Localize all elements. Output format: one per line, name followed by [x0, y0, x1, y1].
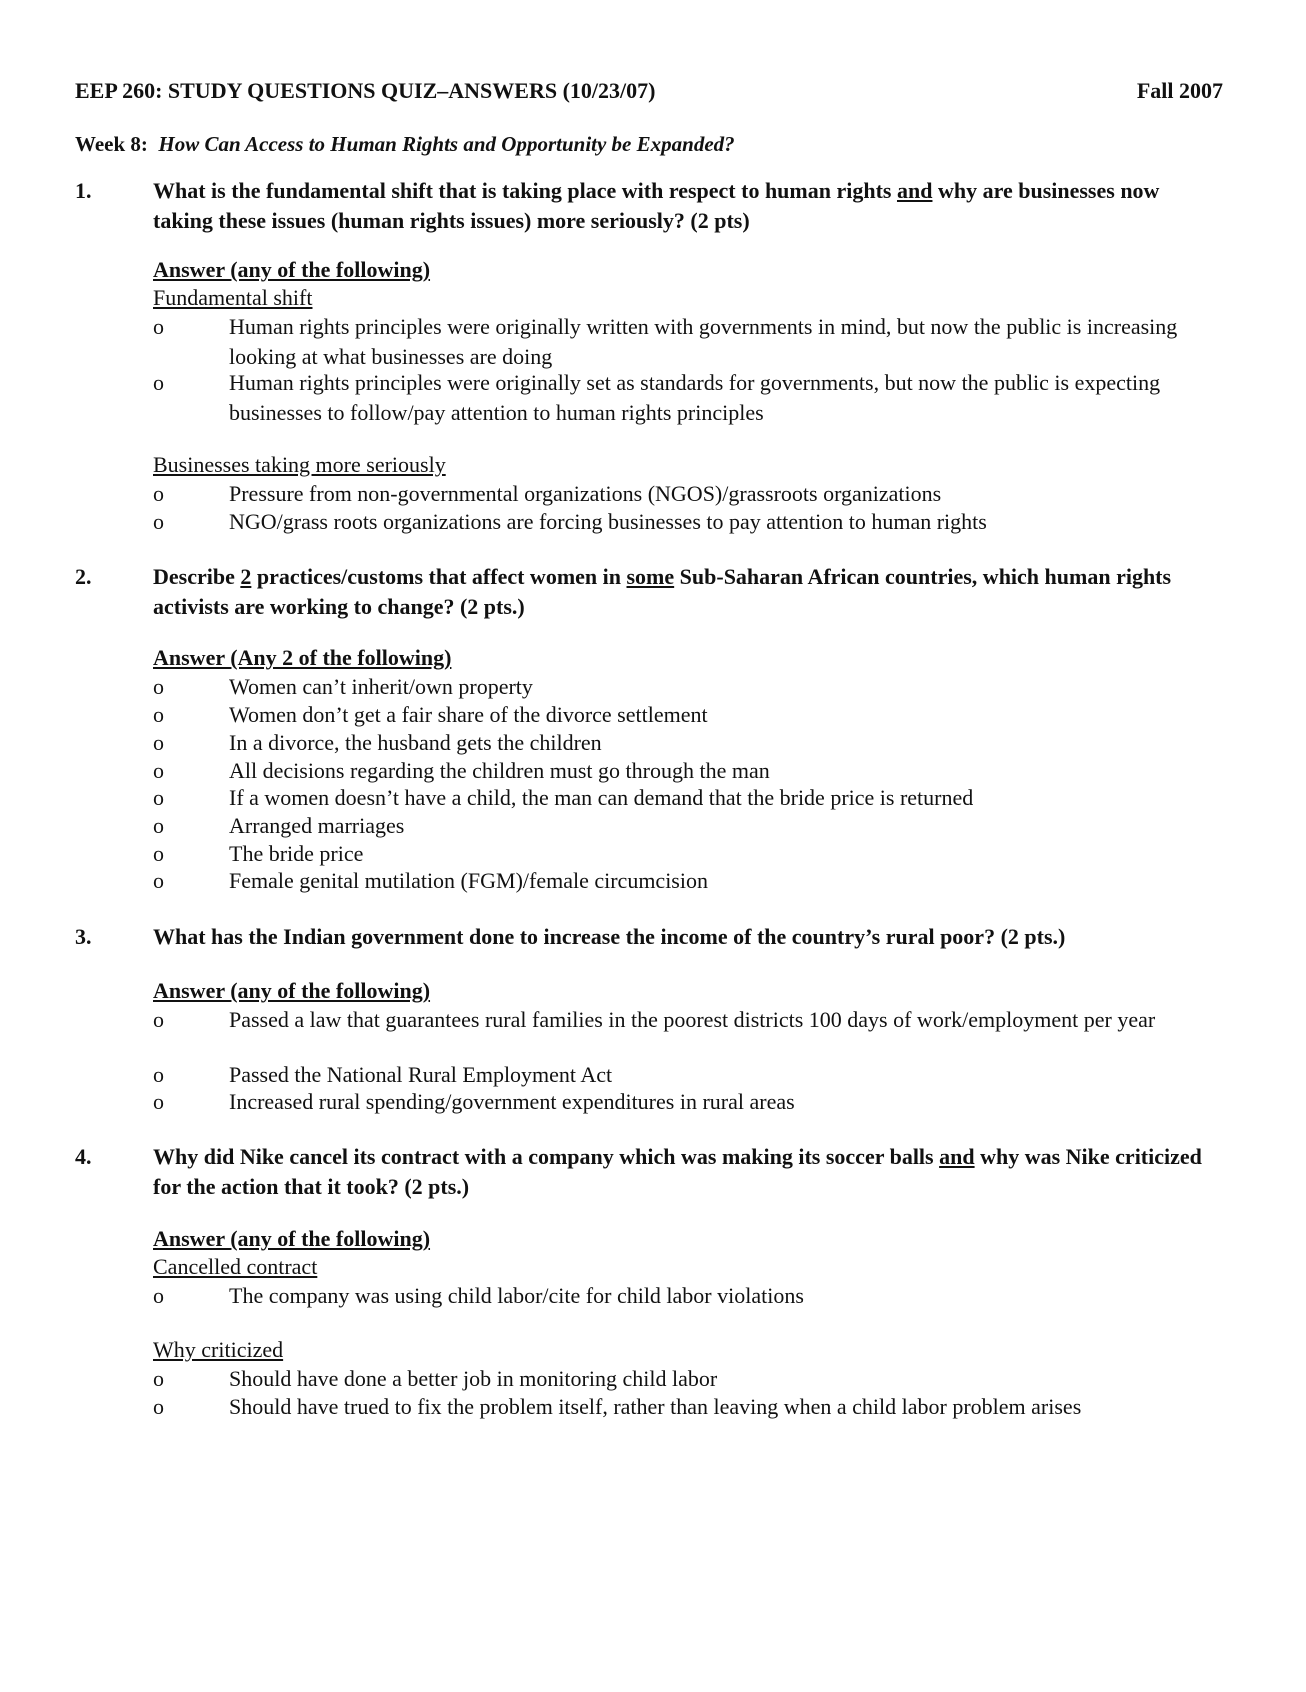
document-term: Fall 2007 — [1136, 78, 1223, 103]
week-label: Week 8: — [75, 132, 148, 156]
subheading: Why criticized — [153, 1337, 284, 1362]
subheading: Businesses taking more seriously — [153, 452, 446, 477]
document-title: EEP 260: STUDY QUESTIONS QUIZ–ANSWERS (10/23/07) — [75, 78, 656, 103]
document-page: EEP 260: STUDY QUESTIONS QUIZ–ANSWERS (10/23/07) Fall 2007 Week 8: How Can Access to Human Rights and Opportunity be Expanded? 1. What is the fundamental shift that is taking place with respect to human rights and why are businesses now taking these issues (human rights issues) more seriously? (2 pts) Answer (any of the following) Fundamental shift o Human rights principles were originally written with governments in mind, but now the public is increasing looking at what businesses are doing o Human rights principles were originally set as standards for governments, but now the public is expecting businesses to follow/pay attention to human rights principles Businesses taking more seriously o Pressure from non-governmental organizations (NGOS)/grassroots organizations o NGO/grass roots organizations are forcing businesses to pay attention to human rights 2. Describe 2 practices/customs that affect women in some Sub-Saharan African countries, which human rights activists are working to change? (2 pts.) Answer (Any 2 of the following) o Women can’t inherit/own property o Women don’t get a fair share of the divorce settlement o In a divorce, the husband gets the children o All decisions regarding the children must go through the man o If a women doesn’t have a child, the man can demand that the bride price is returned o Arranged marriages o The bride price o Female genital mutilation (FGM)/female circumcision 3. What has the Indian government done to increase the income of the country’s rural poor? (2 pts.) Answer (any of the following) o Passed a law that guarantees rural families in the poorest districts 100 days of work/employment per year o Passed the National Rural Employment Act o Increased rural spending/government expenditures in rural areas 4. Why did Nike cancel its contract with a company which was making its soccer balls and why was Nike criticized for the action that it took? (2 pts.) Answer (any of the following) Cancelled contract o The company was using child labor/cite for child labor violations Why criticized o Should have done a better job in monitoring child labor o Should have trued to fix the problem itself, rather than leaving when a child labor problem arises — [75, 78, 1223, 1419]
question-number: 3. — [75, 924, 92, 949]
document-header — [75, 78, 1223, 110]
question-text: Describe 2 practices/customs that affect women in some Sub-Saharan African countries, which human rights activists are working to change? (2 pts.) — [153, 564, 1172, 619]
answer-label: Answer (any of the following) — [153, 257, 431, 282]
week-topic: How Can Access to Human Rights and Opportunity be Expanded? — [158, 132, 735, 156]
subheading: Fundamental shift — [153, 285, 313, 310]
question-text: What has the Indian government done to increase the income of the country’s rural poor? (2 pts.) — [153, 924, 1066, 949]
answer-label: Answer (any of the following) — [153, 978, 431, 1003]
question-number: 4. — [75, 1144, 92, 1169]
answer-label: Answer (any of the following) — [153, 1226, 431, 1251]
question-number: 1. — [75, 178, 92, 203]
question-text: Why did Nike cancel its contract with a company which was making its soccer balls and why was Nike criticized for the action that it took? (2 pts.) — [153, 1144, 1202, 1199]
week-line — [75, 132, 735, 157]
answer-label: Answer (Any 2 of the following) — [153, 645, 452, 670]
question-text: What is the fundamental shift that is taking place with respect to human rights and why are businesses now taking these issues (human rights issues) more seriously? (2 pts) — [153, 178, 1160, 233]
subheading: Cancelled contract — [153, 1254, 318, 1279]
question-number: 2. — [75, 564, 92, 589]
